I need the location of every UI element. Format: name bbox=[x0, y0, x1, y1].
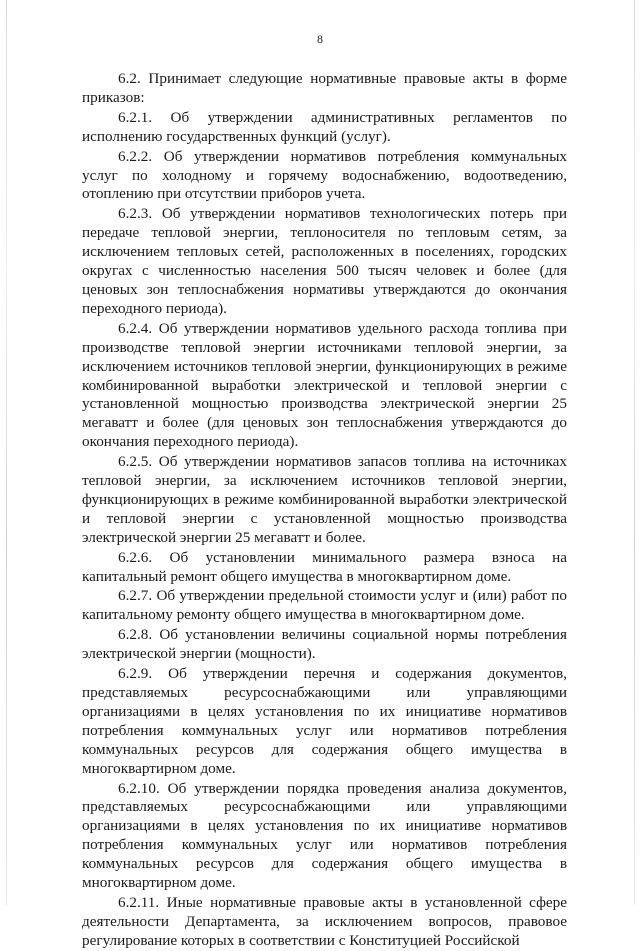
paragraph-6-2-10: 6.2.10. Об утверждении порядка проведения анализа документов, представляемых ресурсоснабжающими или управляющими организациями в целях установления по их инициативе нормативов потребления коммунальных услуг или нормативов потребления коммунальных ресурсов для содержания общего имущества в многоквартирном доме. bbox=[82, 779, 567, 892]
paragraph-6-2-7: 6.2.7. Об утверждении предельной стоимости услуг и (или) работ по капитальному ремонту общего имущества в многоквартирном доме. bbox=[82, 587, 567, 624]
scan-edge-right bbox=[634, 0, 635, 905]
page-number: 8 bbox=[317, 32, 323, 46]
paragraph-6-2-6: 6.2.6. Об установлении минимального размера взноса на капитальный ремонт общего имущества в многоквартирном доме. bbox=[82, 548, 567, 585]
paragraph-6-2-8: 6.2.8. Об установлении величины социальной нормы потребления электрической энергии (мощности). bbox=[82, 626, 567, 663]
paragraph-6-2-2: 6.2.2. Об утверждении нормативов потребления коммунальных услуг по холодному и горячему водоснабжению, водоотведению, отоплению при отсутствии приборов учета. bbox=[82, 147, 567, 203]
paragraph-6-2-1: 6.2.1. Об утверждении административных регламентов по исполнению государственных функций (услуг). bbox=[82, 108, 567, 145]
scan-edge-left bbox=[6, 0, 7, 905]
paragraph-6-2-5: 6.2.5. Об утверждении нормативов запасов топлива на источниках тепловой энергии, за исключением источников тепловой энергии, функционирующих в режиме комбинированной выработки электрической и тепловой энергии с установленной мощностью производства электрической энергии 25 мегаватт и более. bbox=[82, 453, 567, 546]
paragraph-6-2-9: 6.2.9. Об утверждении перечня и содержания документов, представляемых ресурсоснабжающими или управляющими организациями в целях установления по их инициативе нормативов потребления коммунальных услуг или нормативов потребления коммунальных ресурсов для содержания общего имущества в многоквартирном доме. bbox=[82, 665, 567, 777]
paragraph-6-2-4: 6.2.4. Об утверждении нормативов удельного расхода топлива при производстве тепловой энергии источниками тепловой энергии, за исключением источников тепловой энергии, функционирующих в режиме комбинированной выработки электрической и тепловой энергии с установленной мощностью производства электрической энергии 25 мегаватт и более (для ценовых зон теплоснабжения утверждаются до окончания переходного периода). bbox=[82, 319, 567, 451]
paragraph-6-2-11: 6.2.11. Иные нормативные правовые акты в установленной сфере деятельности Департамента, за исключением вопросов, правовое регулирование которых в соответствии с Конституцией Российской bbox=[82, 893, 567, 949]
document-body bbox=[82, 70, 567, 951]
paragraph-6-2-3: 6.2.3. Об утверждении нормативов технологических потерь при передаче тепловой энергии, теплоносителя по тепловым сетям, за исключением тепловых сетей, расположенных в поселениях, городских округах с численностью населения 500 тысяч человек и более (для ценовых зон теплоснабжения нормативы утверждаются до окончания переходного периода). bbox=[82, 205, 567, 317]
paragraph-6-2: 6.2. Принимает следующие нормативные правовые акты в форме приказов: bbox=[82, 70, 567, 106]
